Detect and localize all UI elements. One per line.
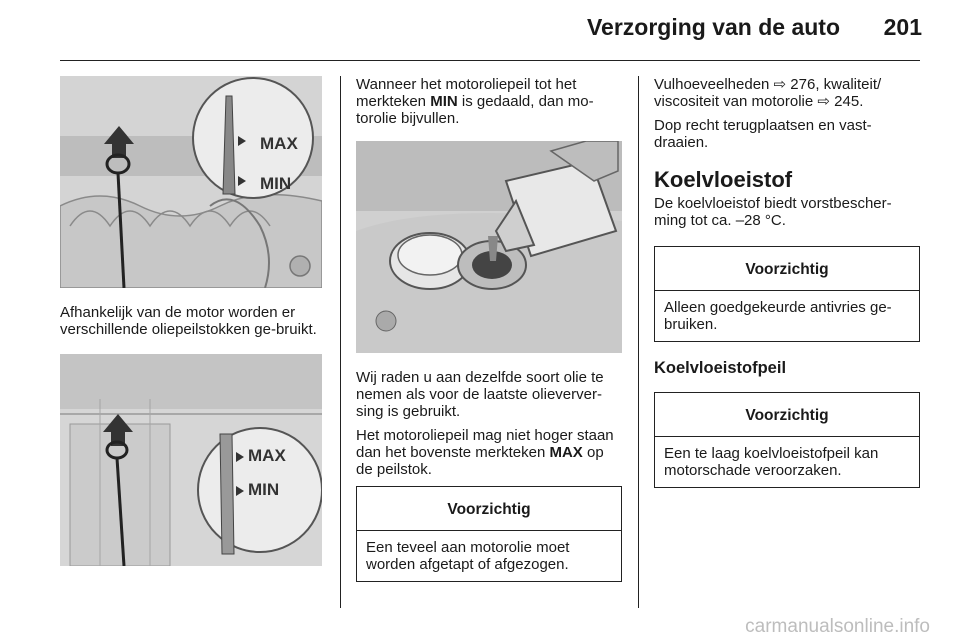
page-title: Verzorging van de auto: [586, 14, 840, 40]
paragraph-refill: Wanneer het motoroliepeil tot het merkteken MIN is gedaald, dan mo-torolie bijvullen.: [356, 76, 594, 127]
column-3: [654, 76, 920, 488]
page-reference[interactable]: 245: [834, 93, 860, 110]
oil-filling-figure: [356, 141, 622, 353]
page-reference[interactable]: 276: [790, 76, 816, 93]
dipstick-figure-2: [60, 354, 322, 566]
caution-text: Alleen goedgekeurde antivries ge-bruiken.: [664, 299, 892, 333]
min-label: MIN: [248, 480, 280, 499]
max-label: MAX: [248, 446, 286, 465]
caution-text: Een teveel aan motorolie moet worden afgetapt of afgezogen.: [366, 539, 570, 573]
paragraph-coolant: De koelvloeistof biedt vorstbescher-ming tot ca. –28 °C.: [654, 195, 892, 229]
max-label: MAX: [260, 134, 298, 153]
page-number: 201: [883, 14, 922, 40]
subsection-heading: Koelvloeistofpeil: [654, 359, 787, 377]
column-divider-2: [638, 76, 639, 608]
caution-box: [654, 392, 920, 488]
caution-box: [654, 246, 920, 342]
caution-box: [356, 486, 622, 582]
paragraph-fill-quantities: Vulhoeveelheden ⇨ 276, kwaliteit/ viscositeit van motorolie ⇨ 245.: [654, 76, 882, 110]
section-heading: Koelvloeistof: [654, 167, 793, 192]
cross-reference-arrow-icon: ⇨: [773, 76, 787, 93]
oil-filling-illustration: [356, 141, 622, 353]
caution-heading: Voorzichtig: [655, 247, 919, 291]
min-label: MIN: [260, 174, 292, 193]
column-divider-1: [340, 76, 341, 608]
column-1: [60, 76, 322, 566]
cross-reference-arrow-icon: ⇨: [817, 93, 830, 110]
caution-text: Een te laag koelvloeistofpeil kan motorschade veroorzaken.: [664, 445, 879, 479]
dipstick-figure-1: [60, 76, 322, 288]
header-divider: [60, 60, 920, 61]
paragraph-max-level: Het motoroliepeil mag niet hoger staan dan het bovenste merkteken MAX op de peilstok.: [356, 427, 614, 478]
caution-heading: Voorzichtig: [655, 393, 919, 437]
paragraph-oil-type: Wij raden u aan dezelfde soort olie te nemen als voor de laatste olieverver-sing is gebruikt.: [356, 369, 604, 420]
watermark: carmanualsonline.info: [745, 616, 930, 637]
paragraph-cap: Dop recht terugplaatsen en vast-draaien.: [654, 117, 872, 151]
column-2: [356, 76, 622, 582]
figure-caption: Afhankelijk van de motor worden er verschillende oliepeilstokken ge-bruikt.: [60, 304, 317, 338]
caution-heading: Voorzichtig: [357, 487, 621, 531]
